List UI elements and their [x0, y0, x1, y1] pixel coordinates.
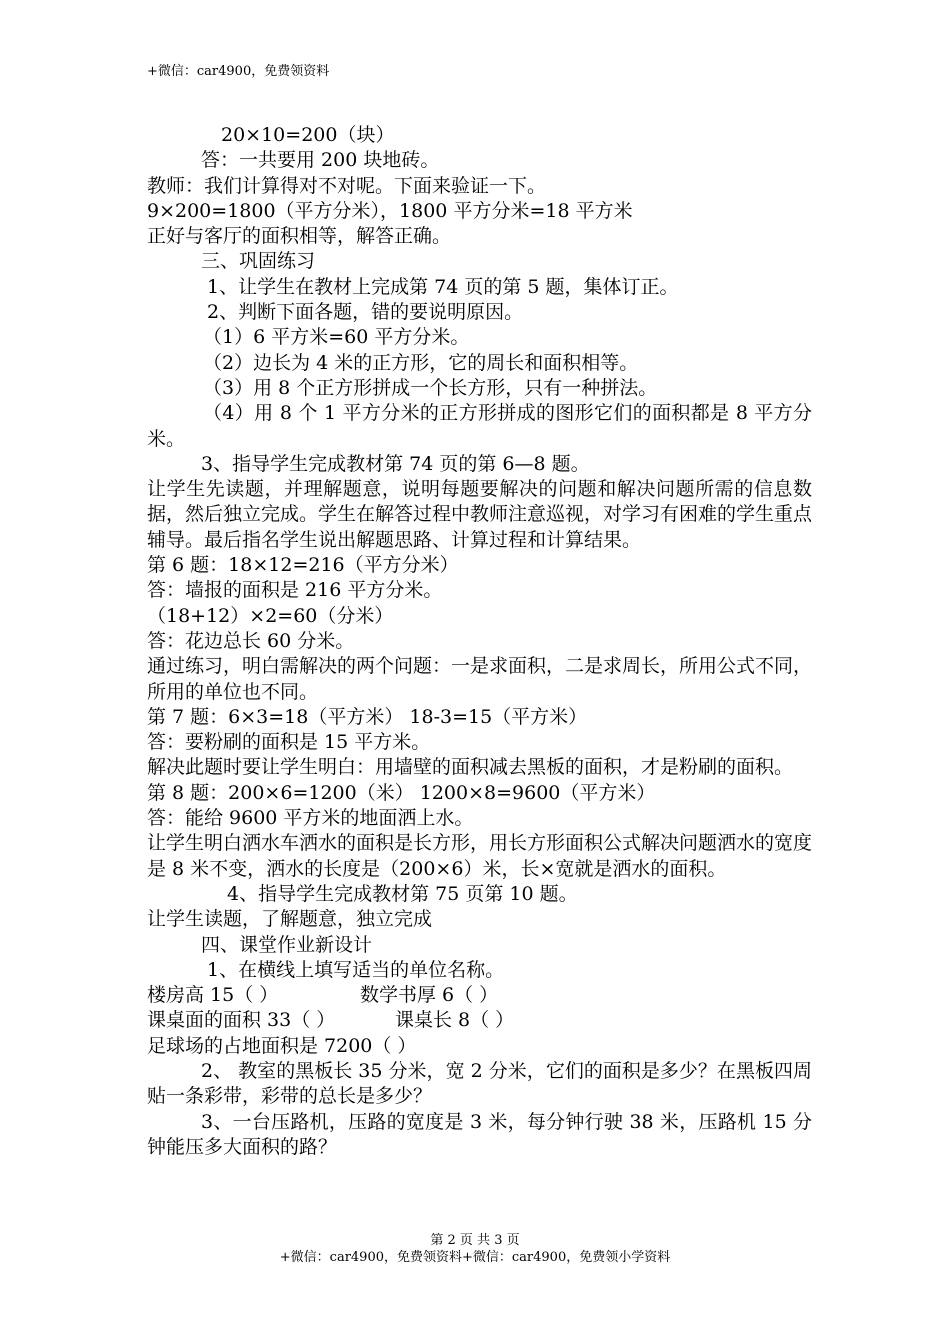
text-line: 教师：我们计算得对不对呢。下面来验证一下。	[147, 174, 547, 197]
calc-line: 9×200=1800（平方分米），1800 平方分米=18 平方米	[147, 199, 633, 222]
exercise-row: 足球场的占地面积是 7200（ ）	[147, 1034, 417, 1057]
section-heading: 三、巩固练习	[201, 250, 316, 273]
list-item: 1、在横线上填写适当的单位名称。	[207, 958, 505, 981]
paragraph: 让学生明白洒水车洒水的面积是长方形，用长方形面积公式解决问题洒水的宽度是 8 米不变，洒水的长度是（200×6）米，长×宽就是洒水的面积。	[147, 832, 813, 880]
list-item: 1、让学生在教材上完成第 74 页的第 5 题，集体订正。	[207, 275, 679, 298]
calc-line: （18+12）×2=60（分米）	[147, 604, 394, 627]
exercise-blank: 课桌长 8（ ）	[395, 1009, 515, 1032]
page-header-watermark: +微信：car4900，免费领资料	[147, 64, 330, 79]
calc-line: 第 7 题：6×3=18（平方米） 18-3=15（平方米）	[147, 705, 588, 728]
list-item: 2、 教室的黑板长 35 分米，宽 2 分米，它们的面积是多少？在黑板四周贴一条彩带，彩带的总长是多少？	[147, 1059, 812, 1108]
text-line: 正好与客厅的面积相等，解答正确。	[147, 225, 452, 248]
answer-line: 答：能给 9600 平方米的地面洒上水。	[147, 807, 474, 830]
page-footer-watermark: +微信：car4900，免费领资料+微信：car4900，免费领小学资料	[279, 1250, 671, 1265]
answer-line: 答：墙报的面积是 216 平方分米。	[147, 579, 443, 602]
exercise-blank: 课桌面的面积 33（ ）	[147, 1009, 336, 1032]
exercise-blank: 数学书厚 6（ ）	[360, 984, 499, 1007]
page-number: 第 2 页 共 3 页	[430, 1233, 520, 1248]
exercise-row	[147, 1008, 812, 1033]
list-item: （4）用 8 个 1 平方分米的正方形拼成的图形它们的面积都是 8 平方分米。	[147, 402, 812, 450]
list-item: 3、一台压路机，压路的宽度是 3 米，每分钟行驶 38 米，压路机 15 分钟能压多大面积的路？	[147, 1110, 812, 1158]
exercise-row	[147, 983, 812, 1008]
paragraph: 通过练习，明白需解决的两个问题：一是求面积，二是求周长，所用公式不同，所用的单位也不同。	[147, 655, 813, 703]
calc-line: 第 8 题：200×6=1200（米） 1200×8=9600（平方米）	[147, 781, 656, 804]
paragraph: 让学生先读题，并理解题意，说明每题要解决的问题和解决问题所需的信息数据，然后独立完成。学生在解答过程中教师注意巡视，对学习有困难的学生重点辅导。最后指名学生说出解题思路、计算过程和计算结果。	[147, 478, 813, 551]
list-item: （2）边长为 4 米的正方形，它的周长和面积相等。	[203, 351, 639, 374]
answer-line: 答：要粉刷的面积是 15 平方米。	[147, 731, 431, 754]
exercise-blank: 楼房高 15（ ）	[147, 984, 279, 1007]
list-item: 3、指导学生完成教材第 74 页的第 6—8 题。	[201, 452, 590, 475]
list-item: （3）用 8 个正方形拼成一个长方形，只有一种拼法。	[203, 376, 658, 399]
answer-line: 答：一共要用 200 块地砖。	[201, 149, 440, 172]
paragraph: 解决此题时要让学生明白：用墙壁的面积减去黑板的面积，才是粉刷的面积。	[147, 756, 794, 779]
list-item: 4、指导学生完成教材第 75 页第 10 题。	[227, 882, 578, 905]
list-item: 2、判断下面各题，错的要说明原因。	[207, 301, 524, 324]
calc-line: 第 6 题：18×12=216（平方分米）	[147, 554, 459, 577]
text-line: 让学生读题，了解题意，独立完成	[147, 908, 433, 931]
calc-line: 20×10=200（块）	[221, 124, 395, 146]
document-body	[147, 123, 812, 1160]
list-item: （1）6 平方米=60 平方分米。	[203, 326, 470, 349]
section-heading: 四、课堂作业新设计	[201, 933, 373, 956]
answer-line: 答：花边总长 60 分米。	[147, 629, 355, 652]
